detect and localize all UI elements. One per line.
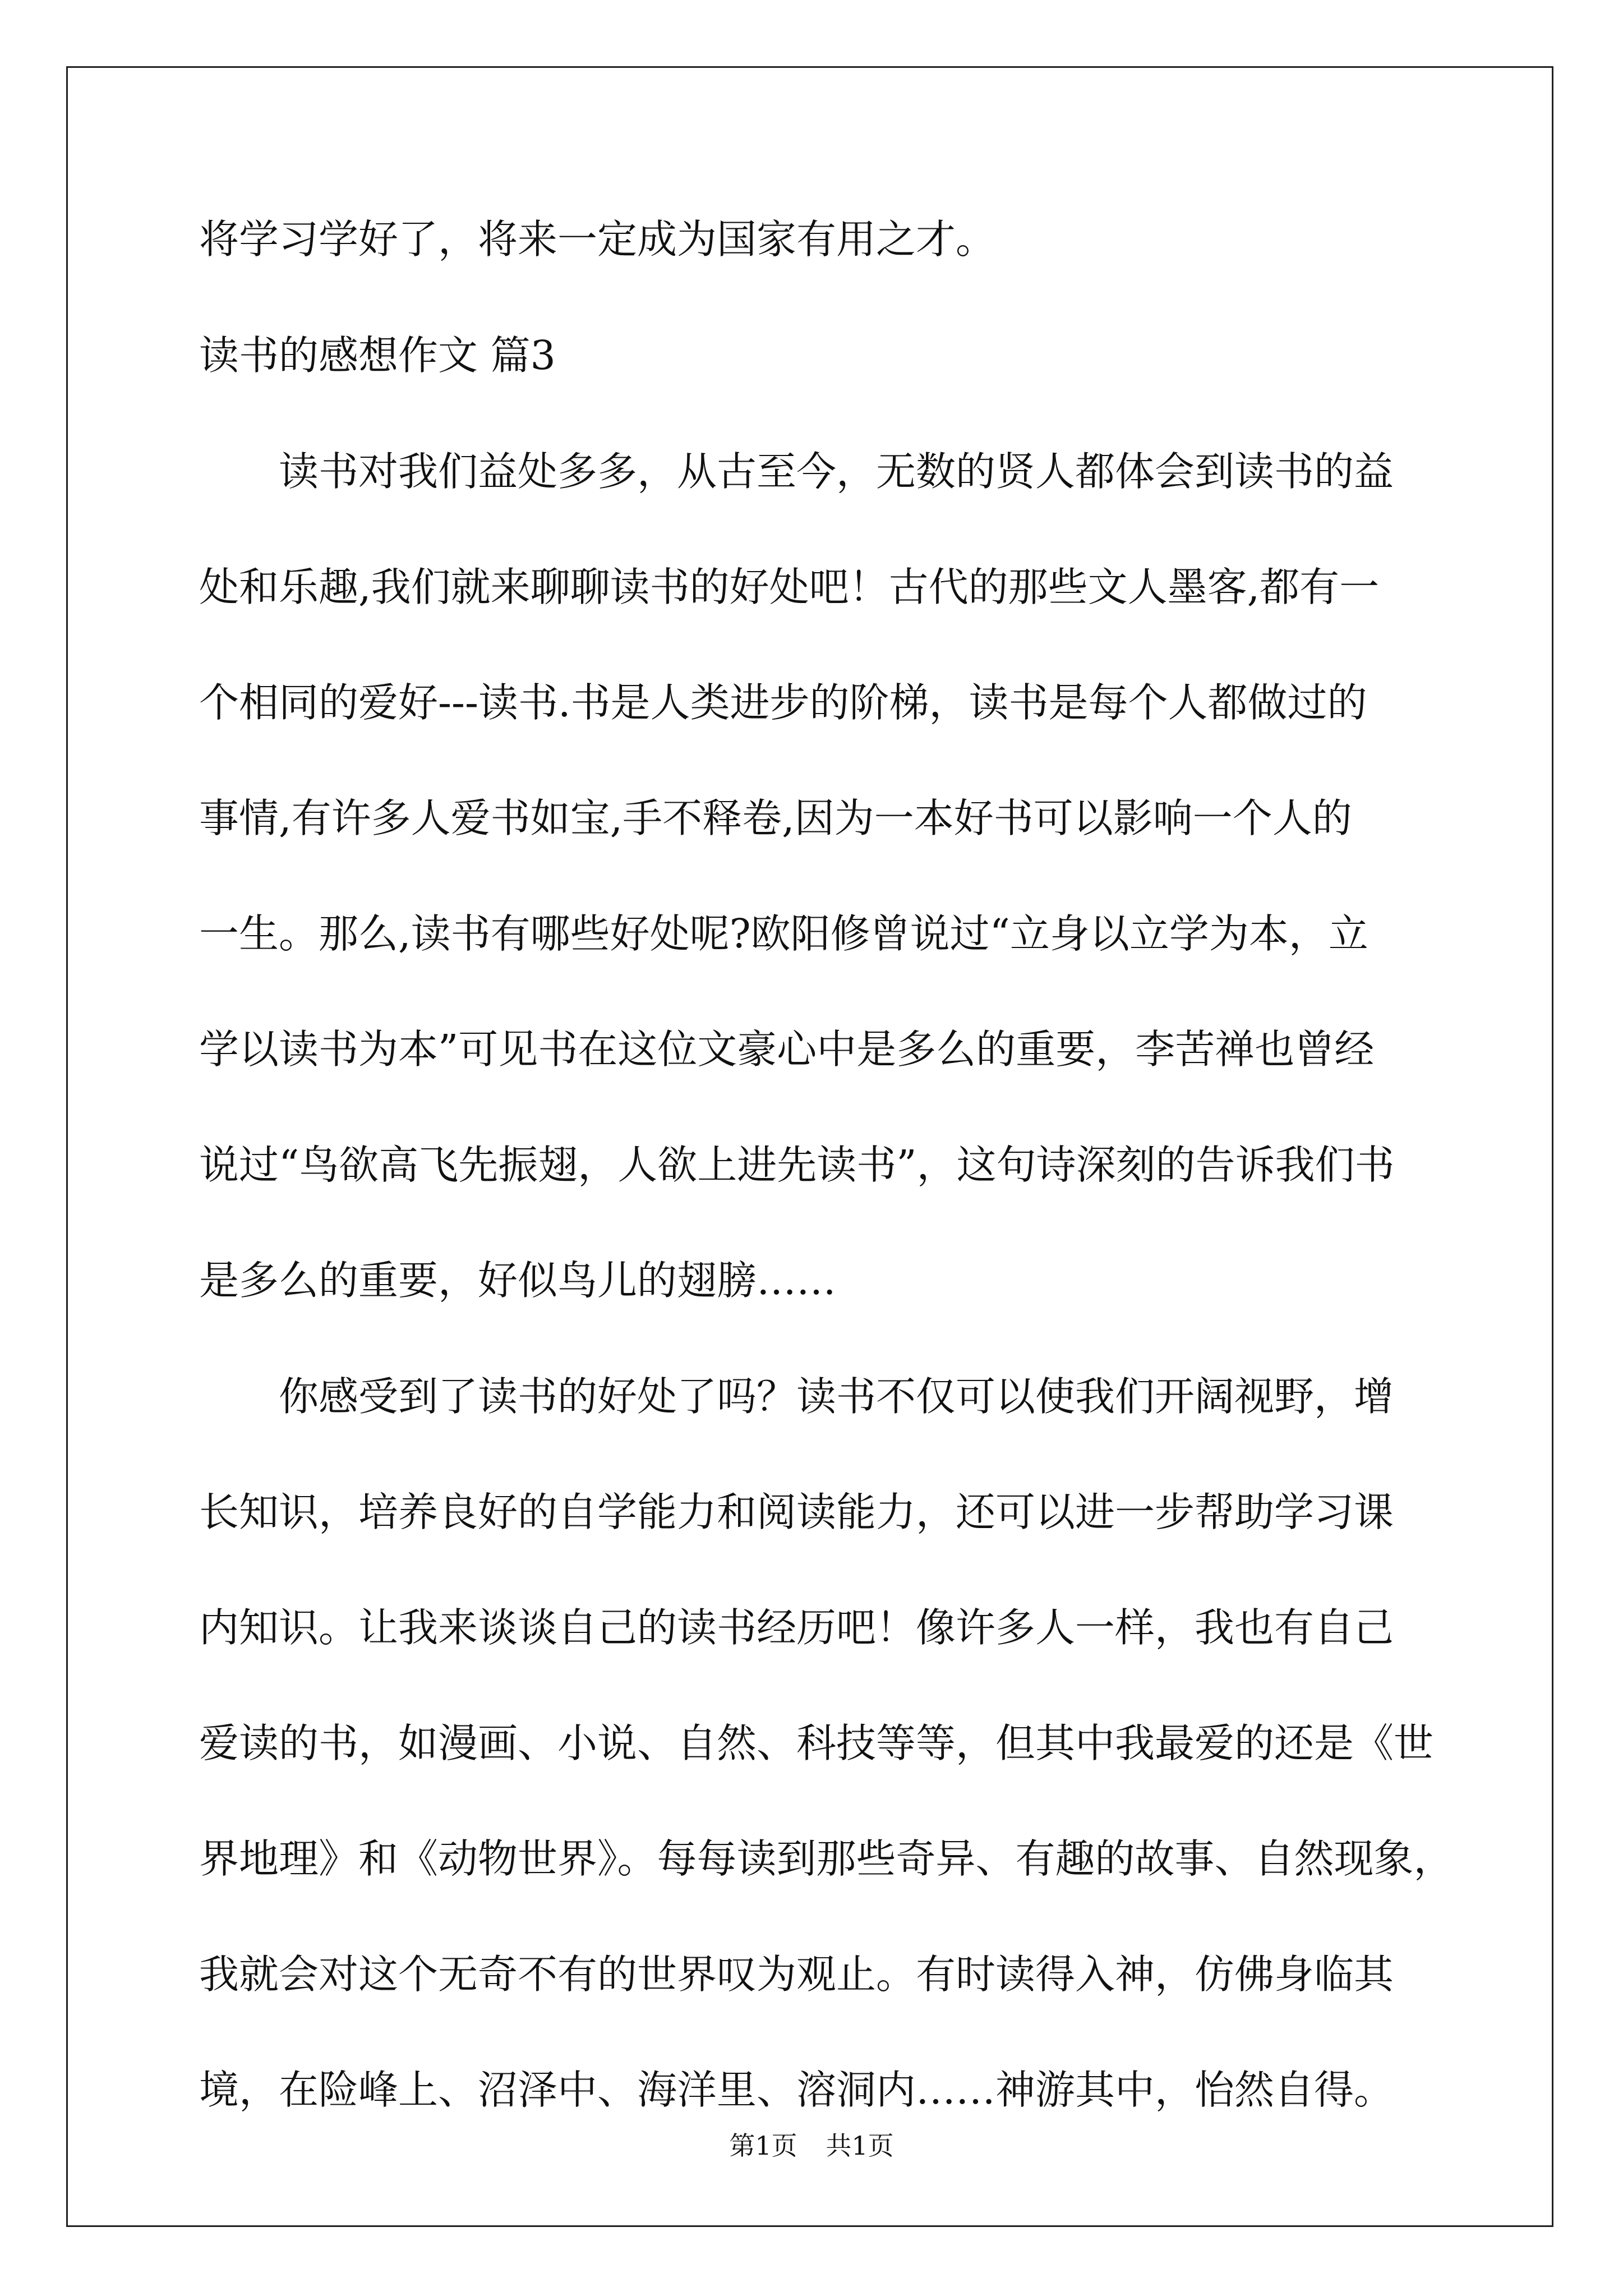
paragraph-2 (199, 1370, 1454, 2116)
paragraph-1 (199, 445, 1430, 1307)
paragraph-line: 境，在险峰上、沼泽中、海洋里、溶洞内……神游其中，怡然自得。 (199, 2067, 1394, 2113)
paragraph-line: 一生。那么,读书有哪些好处呢?欧阳修曾说过“立身以立学为本，立 (199, 910, 1368, 957)
paragraph-line: 我就会对这个无奇不有的世界叹为观止。有时读得入神，仿佛身临其 (199, 1951, 1394, 1998)
document-body (199, 213, 1454, 2180)
page-footer (0, 2129, 1623, 2162)
section-heading: 读书的感想作文 篇3 (199, 332, 556, 379)
paragraph-line: 内知识。让我来谈谈自己的读书经历吧！像许多人一样，我也有自己 (199, 1604, 1394, 1651)
page-number: 第1页 (729, 2131, 797, 2161)
paragraph-line: 处和乐趣,我们就来聊聊读书的好处吧！古代的那些文人墨客,都有一 (199, 564, 1380, 610)
paragraph-line: 个相同的爱好---读书.书是人类进步的阶梯，读书是每个人都做过的 (199, 679, 1367, 726)
paragraph-line: 事情,有许多人爱书如宝,手不释卷,因为一本好书可以影响一个人的 (199, 795, 1352, 841)
paragraph-line: 读书对我们益处多多，从古至今，无数的贤人都体会到读书的益 (279, 448, 1394, 495)
paragraph-line: 学以读书为本”可见书在这位文豪心中是多么的重要，李苦禅也曾经 (199, 1026, 1375, 1073)
paragraph-line: 说过“鸟欲高飞先振翅，人欲上进先读书”，这句诗深刻的告诉我们书 (199, 1142, 1395, 1188)
paragraph-line: 是多么的重要，好似鸟儿的翅膀…… (199, 1257, 837, 1304)
paragraph-line: 你感受到了读书的好处了吗？读书不仅可以使我们开阔视野，增 (279, 1373, 1394, 1420)
opening-line: 将学习学好了，将来一定成为国家有用之才。 (199, 216, 996, 263)
paragraph-line: 长知识，培养良好的自学能力和阅读能力，还可以进一步帮助学习课 (199, 1489, 1394, 1535)
paragraph-line: 界地理》和《动物世界》。每每读到那些奇异、有趣的故事、自然现象， (199, 1835, 1454, 1882)
page-total: 共1页 (826, 2131, 894, 2161)
paragraph-line: 爱读的书，如漫画、小说、自然、科技等等，但其中我最爱的还是《世 (199, 1720, 1434, 1766)
